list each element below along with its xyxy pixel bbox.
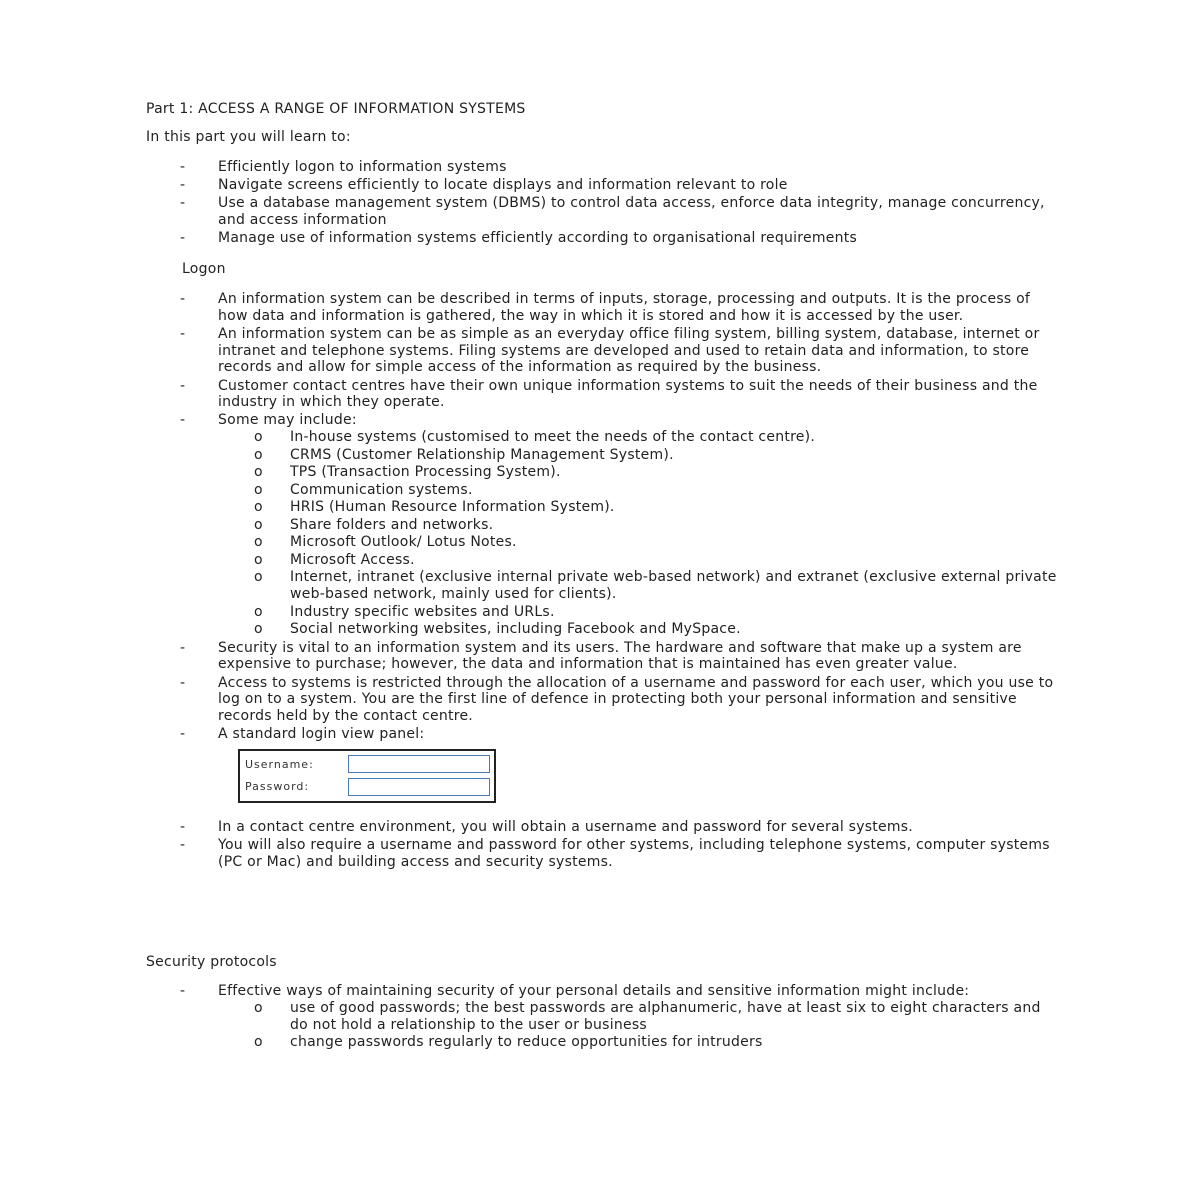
intro-text: In this part you will learn to: — [146, 129, 351, 145]
dash-bullet: - — [180, 177, 186, 194]
logon-heading: Logon — [182, 261, 226, 277]
list-item: - Manage use of information systems efficiently according to organisational requirements — [180, 230, 858, 247]
o-bullet: o — [254, 446, 263, 463]
list-item: - Some may include: o In-house systems (customised to meet the needs of the contact centre). o CRMS (Customer Relationship Management System). o TPS (Transaction Processing System). o Communication systems. o HRIS (Human Resource Information System). o Share folders and networks. o Microsoft Outlook/ Lotus Notes. o Microsoft Access. o Internet, intranet (exclusive internal private web-based network) and extranet (exclusive external private web-based network, mainly used for clients). o Industry specific websites and URLs. o Social networking websites, including Facebook and MySpace. — [180, 412, 1057, 638]
sub-list-item: o Social networking websites, including Facebook and MySpace. — [254, 621, 741, 638]
dash-bullet: - — [180, 983, 186, 999]
login-panel-image — [238, 749, 496, 803]
list-item: - Effective ways of maintaining security of your personal details and sensitive information might include: o use of good passwords; the best passwords are alphanumeric, have at least six to eight characters and do not hold a relationship to the user or business o change passwords regularly to reduce opportunities for intruders — [0, 983, 1058, 1051]
include-sublist — [218, 429, 1058, 638]
protocols-sublist — [218, 1000, 1058, 1052]
o-bullet: o — [254, 499, 263, 516]
dash-bullet: - — [180, 818, 186, 835]
o-bullet: o — [254, 603, 263, 620]
list-item: - A standard login view panel: Username: Password: — [0, 726, 1058, 803]
sub-list-item: o Microsoft Access. — [254, 551, 415, 568]
o-bullet: o — [254, 481, 263, 498]
sub-list-item: o Industry specific websites and URLs. — [254, 603, 555, 620]
sub-list-item: o Internet, intranet (exclusive internal private web-based network) and extranet (exclusive external private web-based network, mainly used for clients). — [254, 569, 1057, 603]
list-item: - Efficiently logon to information systems — [180, 159, 507, 175]
list-item: - In a contact centre environment, you will obtain a username and password for several systems. — [180, 818, 914, 835]
page-title: Part 1: ACCESS A RANGE OF INFORMATION SYSTEMS — [146, 101, 526, 117]
sub-list-item: o change passwords regularly to reduce opportunities for intruders — [254, 1034, 763, 1051]
o-bullet: o — [254, 429, 263, 446]
list-item: - You will also require a username and password for other systems, including telephone systems, computer systems (PC or Mac) and building access and security systems. — [180, 837, 1050, 870]
dash-bullet: - — [180, 377, 186, 394]
sub-list-item: o TPS (Transaction Processing System). — [254, 464, 561, 481]
list-item: - An information system can be described in terms of inputs, storage, processing and outputs. It is the process of how data and information is gathered, the way in which it is stored and how it is accessed by the user. — [180, 291, 1031, 324]
dash-bullet: - — [180, 230, 186, 247]
protocols-list — [0, 983, 1200, 1053]
o-bullet: o — [254, 516, 263, 533]
dash-bullet: - — [180, 837, 186, 854]
o-bullet: o — [254, 464, 263, 481]
o-bullet: o — [254, 551, 263, 568]
o-bullet: o — [254, 534, 263, 551]
username-input[interactable] — [348, 755, 490, 773]
dash-bullet: - — [180, 195, 186, 212]
dash-bullet: - — [180, 159, 186, 175]
sub-list-item: o CRMS (Customer Relationship Management System). — [254, 446, 674, 463]
sub-list-item: o HRIS (Human Resource Information System). — [254, 499, 615, 516]
list-item: - Navigate screens efficiently to locate displays and information relevant to role — [180, 177, 788, 194]
o-bullet: o — [254, 1034, 263, 1051]
sub-list-item: o Share folders and networks. — [254, 516, 494, 533]
o-bullet: o — [254, 621, 263, 638]
list-item: - Use a database management system (DBMS) to control data access, enforce data integrity, manage concurrency, and access information — [180, 195, 1045, 229]
sub-list-item: o In-house systems (customised to meet the needs of the contact centre). — [254, 429, 816, 446]
sub-list-item: o Microsoft Outlook/ Lotus Notes. — [254, 534, 517, 551]
password-label: Password: — [245, 779, 310, 793]
security-protocols-heading: Security protocols — [146, 954, 277, 970]
dash-bullet: - — [180, 639, 186, 656]
dash-bullet: - — [180, 291, 186, 307]
logon-list — [0, 291, 1200, 872]
dash-bullet: - — [180, 674, 186, 691]
username-label: Username: — [245, 757, 314, 771]
o-bullet: o — [254, 999, 263, 1016]
list-item: - Customer contact centres have their own unique information systems to suit the needs of their business and the industry in which they operate. — [180, 377, 1038, 411]
sub-list-item: o Communication systems. — [254, 481, 473, 498]
dash-bullet: - — [180, 412, 186, 429]
password-input[interactable] — [348, 778, 490, 796]
o-bullet: o — [254, 569, 263, 586]
dash-bullet: - — [180, 726, 186, 743]
list-item: - Access to systems is restricted through the allocation of a username and password for each user, which you use to log on to a system. You are the first line of defence in protecting both your personal information and sensitive records held by the contact centre. — [180, 674, 1054, 724]
list-item: - Security is vital to an information system and its users. The hardware and software that make up a system are expensive to purchase; however, the data and information that is maintained has even greater value. — [180, 639, 1022, 673]
learn-list — [0, 159, 1200, 249]
dash-bullet: - — [180, 325, 186, 342]
sub-list-item: o use of good passwords; the best passwords are alphanumeric, have at least six to eight characters and do not hold a relationship to the user or business — [254, 999, 1041, 1033]
list-item: - An information system can be as simple as an everyday office filing system, billing system, database, internet or intranet and telephone systems. Filing systems are developed and used to retain data and information, to store records and allow for simple access of the information as required by the business. — [180, 325, 1040, 376]
